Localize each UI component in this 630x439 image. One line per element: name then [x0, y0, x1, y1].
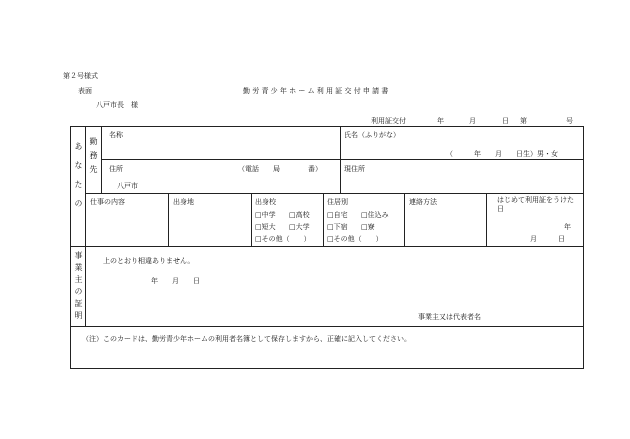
first-issue-year: 年 — [564, 223, 571, 231]
school-option-college: □短大 — [255, 223, 276, 231]
job-label: 仕事の内容 — [90, 198, 125, 206]
employer-date: 年 月 日 — [151, 277, 200, 285]
applicant-side-label: あなたの — [74, 142, 83, 218]
issue-month: 月 — [469, 117, 476, 125]
employer-signature-label: 事業主又は代表者名 — [418, 313, 481, 321]
workplace-label: 勤務先 — [89, 137, 98, 179]
employer-statement: 上のとおり相違ありません。 — [103, 257, 195, 265]
residence-option-home: □自宅 — [327, 211, 348, 219]
contact-label: 連絡方法 — [409, 198, 437, 206]
birth-gender-label: （ 年 月 日生）男・女 — [446, 150, 558, 158]
issue-day: 日 — [502, 117, 509, 125]
person-name-label: 氏名（ふりがな） — [344, 131, 400, 139]
school-option-university: □大学 — [289, 223, 310, 231]
company-city: 八戸市 — [117, 182, 138, 190]
footnote: （注）このカードは、勤労青少年ホームの利用者名簿として保存しますから、正確に記入してください。 — [82, 335, 411, 343]
current-address-label: 現住所 — [344, 165, 365, 173]
side-label: 表面 — [78, 87, 92, 95]
residence-option-other: □その他（ ） — [327, 235, 383, 243]
school-option-other: □その他（ ） — [255, 235, 311, 243]
residence-option-dorm: □寮 — [361, 223, 375, 231]
issue-label: 利用証交付 — [371, 117, 406, 125]
phone-label: （電話 局 番） — [238, 165, 322, 173]
addressee: 八戸市長 様 — [96, 101, 138, 109]
residence-option-livein: □住込み — [361, 211, 389, 219]
issue-number-suffix: 号 — [566, 117, 573, 125]
school-label: 出身校 — [255, 198, 276, 206]
company-address-label: 住所 — [109, 165, 123, 173]
first-issue-month-day: 月 日 — [530, 235, 565, 243]
birthplace-label: 出身地 — [173, 198, 194, 206]
residence-option-lodging: □下宿 — [327, 223, 348, 231]
first-issue-label: はじめて利用証をうけた日 — [497, 196, 574, 213]
school-option-junior: □中学 — [255, 211, 276, 219]
employer-side-label: 事業主の証明 — [74, 251, 83, 323]
form-number: 第２号様式 — [63, 72, 98, 80]
residence-label: 住居別 — [327, 198, 348, 206]
issue-year: 年 — [437, 117, 444, 125]
school-option-high: □高校 — [289, 211, 310, 219]
form-title: 勤 労 青 少 年 ホ ー ム 利 用 証 交 付 申 請 書 — [243, 87, 389, 95]
company-name-label: 名称 — [109, 131, 123, 139]
issue-number-prefix: 第 — [520, 117, 527, 125]
